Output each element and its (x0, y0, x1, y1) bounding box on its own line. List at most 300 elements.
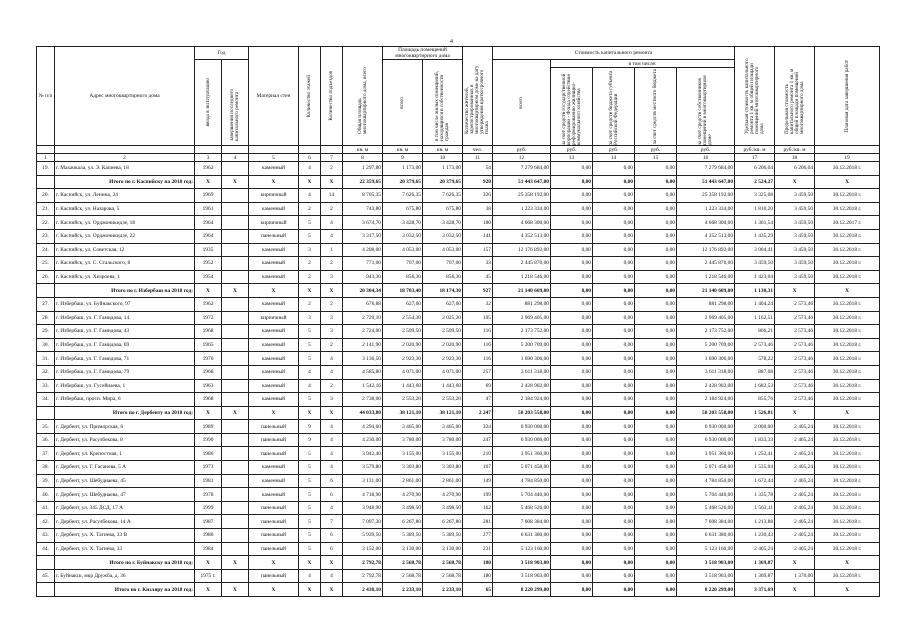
table-cell: 30.12.2018 г. (815, 202, 880, 216)
subtotal-row (37, 284, 880, 298)
address-cell: г. Дербент, ул. Шебуднаева, 45 (55, 474, 195, 488)
table-row (37, 420, 880, 434)
table-cell: 149 (463, 474, 493, 488)
table-cell: 257 (463, 365, 493, 379)
address-cell: г. Каспийск, ул. Орджоникидзе, 22 (55, 229, 195, 243)
subtotal-row (37, 406, 880, 420)
table-row (37, 379, 880, 393)
header-premises-group: Площадь помещений многоквартирного дома (383, 47, 463, 60)
table-cell: 4 053,00 (423, 243, 463, 257)
units-row (37, 146, 880, 154)
table-cell: 0,00 (593, 583, 635, 597)
header-num: № п/п (37, 47, 55, 146)
table-cell: 0,00 (635, 311, 677, 325)
table-cell: 0,00 (635, 379, 677, 393)
table-cell: 0,00 (635, 284, 677, 298)
table-cell (222, 542, 249, 556)
table-cell: 4 270,90 (383, 488, 423, 502)
units-row-cell (55, 146, 195, 154)
table-cell: 25 358 192,00 (493, 189, 551, 203)
table-cell: 1 370,00 (775, 569, 815, 583)
table-cell: 0,00 (551, 284, 593, 298)
table-cell: 855,76 (735, 393, 775, 407)
table-cell: 0,00 (551, 542, 593, 556)
table-cell: каменный (249, 352, 299, 366)
table-cell: 2 (321, 162, 343, 176)
table-cell: кирпичный (249, 311, 299, 325)
table-cell: 2 233,10 (383, 583, 423, 597)
table-cell: 5 (299, 393, 321, 407)
table-cell: 6 206,04 (775, 162, 815, 176)
table-cell: 2 792,78 (343, 569, 383, 583)
column-number-row-cell: 9 (383, 154, 423, 162)
table-cell: 105 (463, 311, 493, 325)
table-cell: 881 298,00 (677, 297, 735, 311)
table-cell: 5 200 709,00 (493, 338, 551, 352)
table-cell: 627,60 (423, 297, 463, 311)
table-cell: 5 (299, 488, 321, 502)
table-cell: X (775, 583, 815, 597)
table-cell: 3 780,00 (423, 433, 463, 447)
table-cell: 44. (37, 542, 55, 556)
table-cell: 39. (37, 474, 55, 488)
table-cell: 0,00 (593, 338, 635, 352)
table-cell: X (195, 406, 222, 420)
table-cell: 4 668 300,00 (677, 216, 735, 230)
table-cell: 2 020,90 (423, 338, 463, 352)
table-cell: 743,80 (343, 202, 383, 216)
table-cell: 1 690 306,00 (677, 352, 735, 366)
table-cell: панельный (249, 229, 299, 243)
table-cell: 45. (37, 569, 55, 583)
table-row (37, 311, 880, 325)
table-cell: 5 389,50 (423, 529, 463, 543)
table-cell: 20. (37, 189, 55, 203)
table-cell (222, 447, 249, 461)
table-cell: 8 220 299,00 (493, 583, 551, 597)
table-cell: 3 032,50 (383, 229, 423, 243)
table-cell: 1964 (195, 229, 222, 243)
table-cell: 6 930 000,00 (493, 433, 551, 447)
table-cell: 324 (463, 420, 493, 434)
table-cell: каменный (249, 257, 299, 271)
address-cell: г. Дербент, ул. Г. Гасанова, 5 А (55, 461, 195, 475)
table-cell: 5 (299, 338, 321, 352)
table-cell: 2 405,24 (775, 474, 815, 488)
table-cell: 0,00 (593, 284, 635, 298)
table-cell: 2 568,78 (383, 556, 423, 570)
table-cell: 33 (463, 257, 493, 271)
table-cell: 180 (463, 569, 493, 583)
table-cell: 0,00 (551, 488, 593, 502)
table-row (37, 270, 880, 284)
table-cell: 4 (299, 162, 321, 176)
table-cell: 12 176 892,00 (493, 243, 551, 257)
table-cell: 7 279 684,00 (677, 162, 735, 176)
table-cell: 2 405,24 (775, 515, 815, 529)
table-cell: 1984 (195, 542, 222, 556)
table-cell: 5 468 526,00 (677, 501, 735, 515)
address-cell: г. Дербент, ул. Расулбекова, 14 А (55, 515, 195, 529)
table-cell (37, 175, 55, 189)
table-cell: 3 459,50 (735, 257, 775, 271)
table-cell: 1968 (195, 365, 222, 379)
table-cell: 2 573,46 (775, 297, 815, 311)
table-cell: 1 173,00 (383, 162, 423, 176)
table-cell: 30.12.2018 г. (815, 461, 880, 475)
table-cell: 30.12.2018 г. (815, 529, 880, 543)
table-cell: 5 (299, 461, 321, 475)
table-cell: 1 252,41 (735, 447, 775, 461)
table-cell (222, 216, 249, 230)
table-cell: 6 (321, 529, 343, 543)
table-cell: 2 020,90 (383, 338, 423, 352)
table-row (37, 501, 880, 515)
table-cell: 4 (321, 447, 343, 461)
address-cell: г. Дербент, ул. Приморская, 6 (55, 420, 195, 434)
column-number-row-cell: 3 (195, 154, 222, 162)
table-cell: 1968 (195, 393, 222, 407)
table-cell: каменный (249, 162, 299, 176)
table-cell: 6 206,04 (735, 162, 775, 176)
table-cell (222, 488, 249, 502)
address-cell: г. Буйнакск, мкр Дружба, д. 36 (55, 569, 195, 583)
table-cell: 3 (299, 311, 321, 325)
table-cell: 3 (321, 270, 343, 284)
table-cell: 0,00 (593, 189, 635, 203)
table-cell (222, 393, 249, 407)
table-cell: 30. (37, 338, 55, 352)
table-cell: 20 304,34 (343, 284, 383, 298)
table-cell: 0,00 (635, 189, 677, 203)
table-cell: 0,00 (593, 515, 635, 529)
table-cell: 2 553,20 (423, 393, 463, 407)
table-cell: 1 (321, 243, 343, 257)
table-cell: 4 784 850,00 (677, 474, 735, 488)
table-cell: 1 213,88 (735, 515, 775, 529)
table-cell: 0,00 (551, 379, 593, 393)
table-cell: X (195, 556, 222, 570)
table-cell: X (222, 406, 249, 420)
table-cell: 0,00 (551, 529, 593, 543)
table-cell: 0,00 (593, 474, 635, 488)
table-cell: 30.12.2018 г. (815, 488, 880, 502)
table-cell: 5 123 160,00 (677, 542, 735, 556)
table-cell: 0,00 (635, 583, 677, 597)
table-cell: 2 173 752,00 (677, 325, 735, 339)
table-cell: 4 (321, 420, 343, 434)
table-cell: 0,00 (551, 420, 593, 434)
table-cell: 2 554,30 (383, 311, 423, 325)
table-row (37, 229, 880, 243)
table-cell: 0,00 (551, 325, 593, 339)
address-cell: г. Избербаш, ул. Г. Гамидова, 71 (55, 352, 195, 366)
table-cell: 180 (463, 216, 493, 230)
table-cell: 4 718,90 (343, 488, 383, 502)
address-cell: г. Дербент, ул. Расулбекова, 8 (55, 433, 195, 447)
table-cell: 157 (463, 243, 493, 257)
table-cell: 2 923,30 (383, 352, 423, 366)
table-cell: X (222, 284, 249, 298)
table-cell: 3 371,69 (735, 583, 775, 597)
table-cell: 19. (37, 162, 55, 176)
table-cell: 2 553,20 (383, 393, 423, 407)
table-cell: 0,00 (593, 406, 635, 420)
table-cell (222, 352, 249, 366)
table-cell: 1968 (195, 325, 222, 339)
table-cell: X (299, 284, 321, 298)
table-cell: 2 738,00 (343, 393, 383, 407)
table-cell: 30.12.2018 г. (815, 311, 880, 325)
table-cell (222, 474, 249, 488)
table-row (37, 461, 880, 475)
table-cell: X (775, 284, 815, 298)
table-cell: 29. (37, 325, 55, 339)
table-cell: 0,00 (551, 556, 593, 570)
table-cell: 2 729,10 (343, 311, 383, 325)
table-cell: 1 335,78 (735, 488, 775, 502)
table-cell: 0,00 (593, 175, 635, 189)
address-cell: Итого по г. Кизляру на 2018 год: (55, 583, 195, 597)
table-cell: 51 443 647,00 (493, 175, 551, 189)
table-cell: 30.12.2018 г. (815, 515, 880, 529)
table-cell: 0,00 (635, 365, 677, 379)
table-cell: 0,00 (593, 270, 635, 284)
table-cell: 0,00 (593, 488, 635, 502)
column-number-row (37, 154, 880, 162)
table-cell: 1 563,11 (735, 501, 775, 515)
table-cell: 3 155,00 (383, 447, 423, 461)
table-cell: 1978 (195, 488, 222, 502)
column-number-row-cell: 7 (321, 154, 343, 162)
table-cell: 0,00 (551, 229, 593, 243)
units-row-cell (195, 146, 222, 154)
table-cell: каменный (249, 461, 299, 475)
header-total-area: Общая площадь многоквартирного дома, всего (343, 47, 383, 146)
table-row (37, 162, 880, 176)
table-cell: 3 459,50 (775, 229, 815, 243)
header-unit-cost: Удельная стоимость капитального ремонта 1 кв. м общей площади помещений многоквартирного дома (735, 47, 775, 146)
table-cell: 38. (37, 461, 55, 475)
table-cell: 1970 (195, 352, 222, 366)
table-cell: 4 (321, 569, 343, 583)
table-cell: X (249, 583, 299, 597)
address-cell: г. Каспийск, ул. Назарова, 5 (55, 202, 195, 216)
address-cell: Итого по г. Избербаш на 2018 год: (55, 284, 195, 298)
table-cell: 2 233,10 (423, 583, 463, 597)
address-cell: г. Каспийск, ул. Советская, 12 (55, 243, 195, 257)
table-cell: 0,00 (551, 474, 593, 488)
table-cell: 5 (299, 229, 321, 243)
header-max-cost: Предельная стоимость капитального ремонта 1 кв. м общей площади помещений многоквартирного дома (775, 47, 815, 146)
table-cell: 1 369,87 (735, 569, 775, 583)
table-cell: 0,00 (593, 297, 635, 311)
units-row-cell (222, 146, 249, 154)
table-cell: 3 459,50 (775, 270, 815, 284)
table-cell: 2 861,00 (423, 474, 463, 488)
table-cell: каменный (249, 379, 299, 393)
column-number-row-cell: 16 (677, 154, 735, 162)
table-cell: 2 573,46 (775, 311, 815, 325)
table-cell: 21 140 609,00 (677, 284, 735, 298)
table-cell: 881 298,00 (493, 297, 551, 311)
table-cell: панельный (249, 433, 299, 447)
table-cell: 3 428,70 (423, 216, 463, 230)
table-cell: 3 459,50 (775, 189, 815, 203)
table-cell: 3 303,80 (423, 461, 463, 475)
table-cell: 1969 (195, 189, 222, 203)
column-number-row-cell: 17 (735, 154, 775, 162)
table-cell: 5 (299, 447, 321, 461)
subtotal-row (37, 175, 880, 189)
column-number-row-cell: 4 (222, 154, 249, 162)
table-cell: 0,00 (635, 175, 677, 189)
units-row-cell: руб. (551, 146, 593, 154)
header-floors: Количество этажей (299, 47, 321, 146)
table-cell: панельный (249, 542, 299, 556)
table-cell: 4 053,00 (383, 243, 423, 257)
table-cell: 30.12.2018 г. (815, 338, 880, 352)
table-cell (222, 270, 249, 284)
table-cell: 0,00 (635, 420, 677, 434)
table-cell: 1 810,20 (735, 202, 775, 216)
table-cell: 2 (321, 297, 343, 311)
address-cell: г. Каспийск, ул. Хизроева, 1 (55, 270, 195, 284)
table-cell: 40. (37, 488, 55, 502)
header-entrances: Количество подъездов (321, 47, 343, 146)
header-premises-residential: в том числе жилых помещений, находящихся в собственности граждан (423, 60, 463, 146)
table-cell: 45 (463, 270, 493, 284)
table-cell: 0,00 (551, 352, 593, 366)
table-cell: 30.12.2018 г. (815, 447, 880, 461)
table-cell: 0,00 (551, 338, 593, 352)
table-cell: 35. (37, 420, 55, 434)
table-cell: 3 136,50 (343, 352, 383, 366)
table-cell: 920 (463, 175, 493, 189)
table-cell: 2 247 (463, 406, 493, 420)
table-cell: 0,00 (635, 216, 677, 230)
table-cell: X (815, 284, 880, 298)
table-cell: 5 (299, 474, 321, 488)
table-cell: 3 155,00 (423, 447, 463, 461)
table-cell: каменный (249, 488, 299, 502)
table-cell: панельный (249, 569, 299, 583)
table-cell (222, 529, 249, 543)
table-cell: 5 389,50 (383, 529, 423, 543)
column-number-row-cell: 6 (299, 154, 321, 162)
table-cell: 3 942,40 (343, 447, 383, 461)
table-row (37, 365, 880, 379)
table-cell: 3 951 360,00 (677, 447, 735, 461)
table-cell: 2 573,46 (775, 393, 815, 407)
units-row-cell: чел. (463, 146, 493, 154)
units-row-cell (37, 146, 55, 154)
table-cell: X (222, 556, 249, 570)
header-wall-material: Материал стен (249, 47, 299, 146)
table-cell: 4 352 513,00 (677, 229, 735, 243)
table-cell: X (222, 175, 249, 189)
table-cell: 30.12.2018 г. (815, 257, 880, 271)
table-cell: 2 573,46 (735, 338, 775, 352)
table-cell: 2 405,24 (775, 433, 815, 447)
table-cell: 0,00 (635, 325, 677, 339)
table-cell: X (299, 175, 321, 189)
table-cell: 0,00 (593, 311, 635, 325)
table-cell: 1935 (195, 243, 222, 257)
units-row-cell: кв. м (423, 146, 463, 154)
table-cell: 0,00 (551, 406, 593, 420)
table-cell: 578,22 (735, 352, 775, 366)
table-row (37, 352, 880, 366)
table-cell: X (222, 583, 249, 597)
table-cell: 2 438,10 (343, 583, 383, 597)
table-cell: X (195, 284, 222, 298)
table-cell: 2 923,30 (423, 352, 463, 366)
table-cell: 1 162,51 (735, 311, 775, 325)
table-cell: X (321, 284, 343, 298)
table-cell: 856,30 (383, 270, 423, 284)
table-cell: 0,00 (593, 257, 635, 271)
address-cell: г. Дербент, ул. Шебуднаева, 47 (55, 488, 195, 502)
table-cell: 0,00 (635, 461, 677, 475)
table-cell: 2 969 405,00 (493, 311, 551, 325)
table-cell: 1999 (195, 501, 222, 515)
table-cell: 2 568,78 (423, 569, 463, 583)
table-cell: 2 573,46 (775, 379, 815, 393)
table-row (37, 474, 880, 488)
table-cell: 0,00 (551, 189, 593, 203)
table-row (37, 189, 880, 203)
table-cell: 856,30 (423, 270, 463, 284)
table-cell: 5 (299, 515, 321, 529)
table-cell: 2 025,20 (423, 311, 463, 325)
table-cell: 2 405,24 (775, 447, 815, 461)
table-cell (222, 243, 249, 257)
table-cell: 0,00 (635, 556, 677, 570)
table-row (37, 243, 880, 257)
table-cell: панельный (249, 529, 299, 543)
table-cell: 36. (37, 433, 55, 447)
header-local-budget: за счет средств местного бюджета (635, 68, 677, 146)
table-cell: 3 611 318,00 (493, 365, 551, 379)
table-cell: 41. (37, 501, 55, 515)
table-cell: X (815, 556, 880, 570)
table-cell: 0,00 (551, 447, 593, 461)
address-cell: Итого по г. Каспийску на 2018 год: (55, 175, 195, 189)
table-cell: 0,00 (635, 257, 677, 271)
table-cell: 4 668 300,00 (493, 216, 551, 230)
table-cell: 0,00 (593, 216, 635, 230)
table-cell: 0,00 (551, 393, 593, 407)
units-row-cell: руб. (677, 146, 735, 154)
table-cell: 3 004,41 (735, 243, 775, 257)
table-cell: 0,00 (551, 311, 593, 325)
table-cell: 1 218 546,00 (493, 270, 551, 284)
table-cell: 5 123 160,00 (493, 542, 551, 556)
units-row-cell: кв. м (343, 146, 383, 154)
table-cell: 2 568,78 (423, 556, 463, 570)
units-row-cell: руб./кв. м (735, 146, 775, 154)
header-year-last-repair: завершения последнего капитального ремонта (222, 60, 249, 146)
table-cell: каменный (249, 325, 299, 339)
table-cell: 6 631 380,00 (493, 529, 551, 543)
units-row-cell: руб. (635, 146, 677, 154)
table-cell: 3 (299, 243, 321, 257)
table-cell: 0,00 (593, 379, 635, 393)
address-cell: г. Дербент, ул. Крепостная, 1 (55, 447, 195, 461)
table-cell: 30.12.2018 г. (815, 243, 880, 257)
table-cell: 4 294,60 (343, 420, 383, 434)
